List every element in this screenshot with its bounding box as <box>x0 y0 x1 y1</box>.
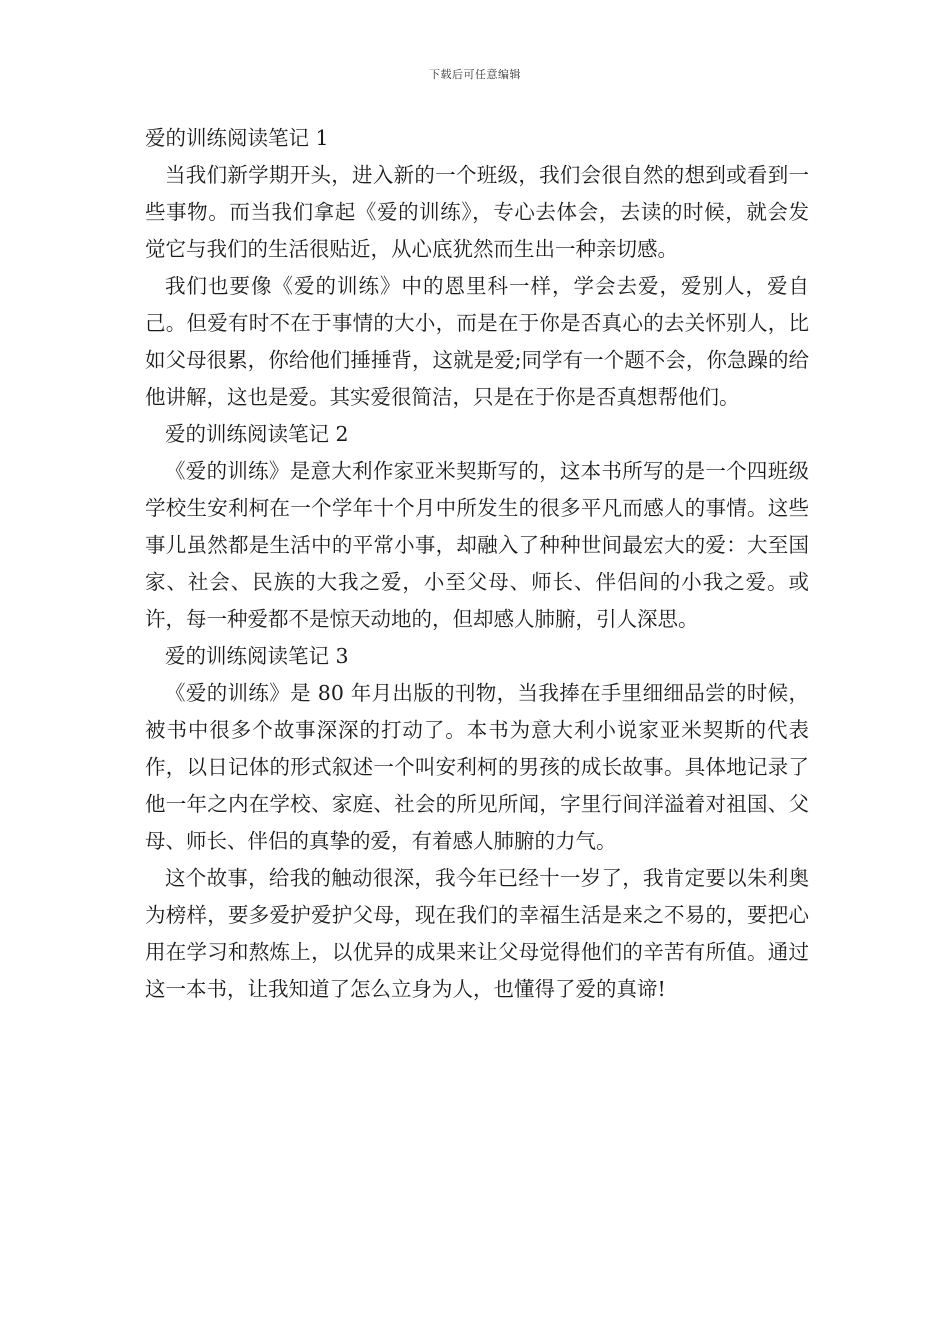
paragraph-3-2: 这个故事，给我的触动很深，我今年已经十一岁了，我肯定要以朱利奥为榜样，要多爱护爱护父母，现在我们的幸福生活是来之不易的，要把心用在学习和熬炼上，以优异的成果来让父母觉得他们的辛苦有所值。通过这一本书，让我知道了怎么立身为人，也懂得了爱的真谛! <box>145 866 809 1001</box>
page-header: 下载后可任意编辑 <box>429 68 521 81</box>
section-heading-3: 爱的训练阅读笔记 3 <box>165 644 349 668</box>
paragraph-1-1: 当我们新学期开头，进入新的一个班级，我们会很自然的想到或看到一些事物。而当我们拿起《爱的训练》，专心去体会，去读的时候，就会发觉它与我们的生活很贴近，从心底犹然而生出一种亲切感。 <box>145 163 809 261</box>
section-heading-2: 爱的训练阅读笔记 2 <box>165 422 349 446</box>
paragraph-2-1: 《爱的训练》是意大利作家亚米契斯写的，这本书所写的是一个四班级学校生安利柯在一个学年十个月中所发生的很多平凡而感人的事情。这些事儿虽然都是生活中的平常小事，却融入了种种世间最宏大的爱：大至国家、社会、民族的大我之爱，小至父母、师长、伴侣间的小我之爱。或许，每一种爱都不是惊天动地的，但却感人肺腑，引人深思。 <box>145 459 809 631</box>
paragraph-3-1: 《爱的训练》是 80 年月出版的刊物，当我捧在手里细细品尝的时候，被书中很多个故事深深的打动了。本书为意大利小说家亚米契斯的代表作，以日记体的形式叙述一个叫安利柯的男孩的成长故事。具体地记录了他一年之内在学校、家庭、社会的所见所闻，字里行间洋溢着对祖国、父母、师长、伴侣的真挚的爱，有着感人肺腑的力气。 <box>145 681 809 853</box>
paragraph-1-2: 我们也要像《爱的训练》中的恩里科一样，学会去爱，爱别人，爱自己。但爱有时不在于事情的大小，而是在于你是否真心的去关怀别人，比如父母很累，你给他们捶捶背，这就是爱;同学有一个题不会，你急躁的给他讲解，这也是爱。其实爱很简洁，只是在于你是否真想帮他们。 <box>145 274 809 409</box>
document-body <box>145 120 809 1008</box>
section-heading-1: 爱的训练阅读笔记 1 <box>145 126 329 150</box>
